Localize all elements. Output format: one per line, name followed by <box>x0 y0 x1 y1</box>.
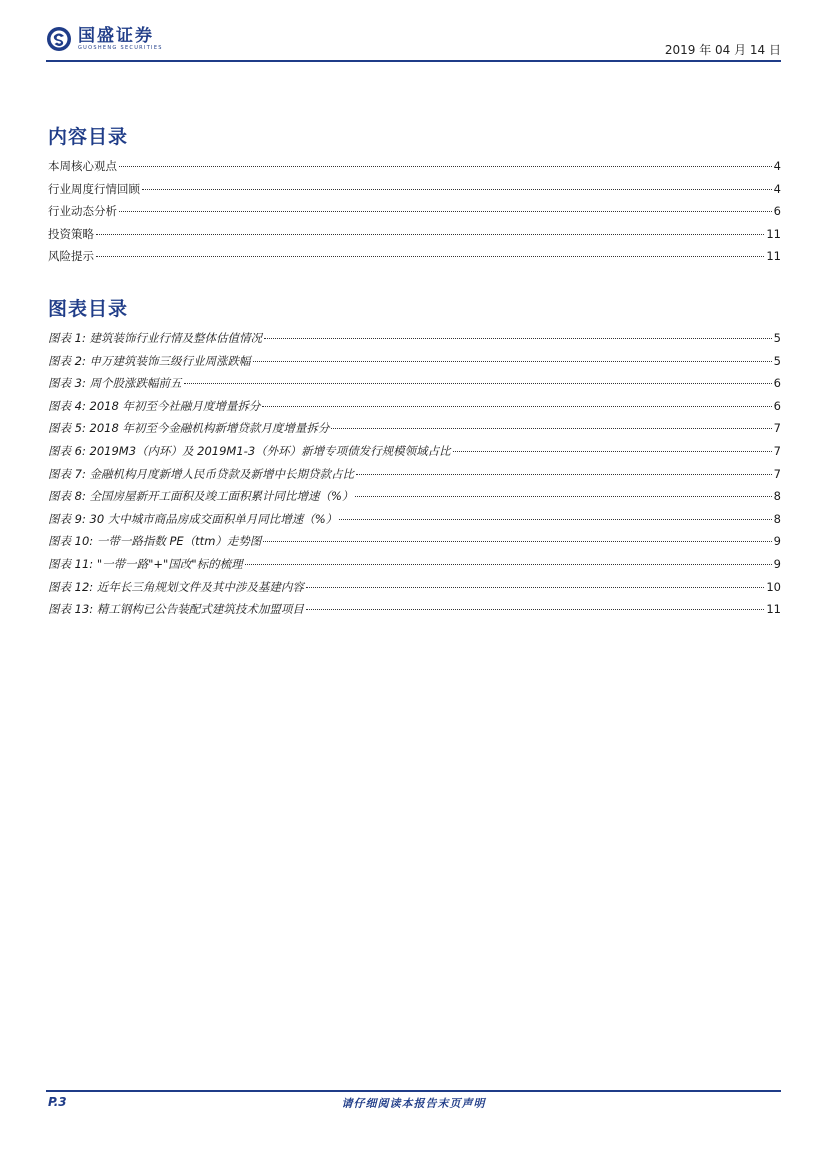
header-divider <box>46 60 781 62</box>
figure-item[interactable] <box>48 420 781 443</box>
contents-item-label: 风险提示 <box>48 249 94 264</box>
contents-item-label: 本周核心观点 <box>48 159 117 173</box>
figure-item-page: 6 <box>773 398 781 413</box>
figure-item-label: 图表 5: 2018 年初至今金融机构新增贷款月度增量拆分 <box>48 421 330 436</box>
dot-leader <box>245 564 772 565</box>
dot-leader <box>96 234 764 235</box>
dot-leader <box>306 587 765 588</box>
contents-item-label: 行业动态分析 <box>48 204 117 219</box>
dot-leader <box>339 519 771 520</box>
dot-leader <box>262 406 771 407</box>
figure-item[interactable] <box>48 398 781 421</box>
page-number: P.3 <box>48 1095 67 1109</box>
dot-leader <box>306 609 765 610</box>
figure-item-page: 7 <box>773 421 781 436</box>
figure-item[interactable] <box>48 353 781 376</box>
contents-list <box>48 158 781 271</box>
figure-item[interactable] <box>48 330 781 353</box>
contents-item[interactable] <box>48 248 781 271</box>
company-logo <box>46 26 163 52</box>
figure-item-page: 7 <box>773 443 781 458</box>
contents-item-label: 行业周度行情回顾 <box>48 181 140 196</box>
contents-item-page: 4 <box>773 159 781 173</box>
dot-leader <box>119 211 772 212</box>
figure-item-page: 7 <box>773 466 781 481</box>
figure-item[interactable] <box>48 533 781 556</box>
figure-item-page: 11 <box>766 602 781 617</box>
figures-list <box>48 330 781 624</box>
contents-item-page: 11 <box>766 249 781 264</box>
figure-item[interactable] <box>48 511 781 534</box>
dot-leader <box>355 496 771 497</box>
dot-leader <box>263 541 771 542</box>
figure-item[interactable] <box>48 466 781 489</box>
figure-item[interactable] <box>48 579 781 602</box>
figure-item[interactable] <box>48 556 781 579</box>
logo-english-name: GUOSHENG SECURITIES <box>78 44 163 51</box>
figure-item[interactable] <box>48 375 781 398</box>
footer-divider <box>46 1090 781 1092</box>
dot-leader <box>119 166 772 167</box>
figure-item-page: 9 <box>773 556 781 571</box>
figure-item-page: 10 <box>766 579 781 594</box>
dot-leader <box>356 474 772 475</box>
figure-item-label: 图表 13: 精工钢构已公告装配式建筑技术加盟项目 <box>48 602 304 617</box>
contents-item-page: 6 <box>773 204 781 219</box>
figure-item-label: 图表 4: 2018 年初至今社融月度增量拆分 <box>48 398 261 413</box>
figure-item-label: 图表 3: 周个股涨跌幅前五 <box>48 376 182 391</box>
contents-title: 内容目录 <box>48 126 129 148</box>
contents-item[interactable] <box>48 158 781 181</box>
dot-leader <box>264 338 772 339</box>
dot-leader <box>453 451 772 452</box>
figure-item-label: 图表 9: 30 大中城市商品房成交面积单月同比增速（%） <box>48 511 338 526</box>
dot-leader <box>96 256 764 257</box>
figure-item-page: 9 <box>773 534 781 549</box>
contents-item-label: 投资策略 <box>48 226 94 241</box>
figure-item-page: 6 <box>773 376 781 391</box>
figure-item[interactable] <box>48 601 781 624</box>
figures-title: 图表目录 <box>48 298 129 320</box>
dot-leader <box>253 361 772 362</box>
report-date: 2019 年 04 月 14 日 <box>664 43 781 57</box>
figure-item-label: 图表 2: 申万建筑装饰三级行业周涨跌幅 <box>48 353 251 368</box>
figure-item[interactable] <box>48 443 781 466</box>
figure-item-page: 5 <box>773 331 781 345</box>
logo-chinese-name: 国盛证券 <box>78 25 154 46</box>
figure-item-label: 图表 10: 一带一路指数 PE（ttm）走势图 <box>48 534 262 549</box>
figure-item-label: 图表 8: 全国房屋新开工面积及竣工面积累计同比增速（%） <box>48 489 354 504</box>
figure-item-label: 图表 7: 金融机构月度新增人民币贷款及新增中长期贷款占比 <box>48 466 354 481</box>
page-header <box>46 22 781 62</box>
figure-item[interactable] <box>48 488 781 511</box>
figure-item-label: 图表 12: 近年长三角规划文件及其中涉及基建内容 <box>48 579 304 594</box>
figure-item-label: 图表 11: "一带一路"+"国改"标的梳理 <box>48 556 243 571</box>
contents-item[interactable] <box>48 226 781 249</box>
contents-item[interactable] <box>48 203 781 226</box>
contents-item[interactable] <box>48 181 781 204</box>
dot-leader <box>331 428 771 429</box>
guosheng-logo-icon <box>46 26 72 52</box>
dot-leader <box>142 189 772 190</box>
dot-leader <box>184 383 772 384</box>
contents-item-page: 11 <box>766 226 781 241</box>
disclaimer-note: 请仔细阅读本报告末页声明 <box>341 1097 486 1110</box>
figure-item-page: 8 <box>773 489 781 504</box>
figure-item-page: 8 <box>773 511 781 526</box>
figure-item-label: 图表 1: 建筑装饰行业行情及整体估值情况 <box>48 331 263 345</box>
contents-item-page: 4 <box>773 181 781 196</box>
figure-item-page: 5 <box>773 353 781 368</box>
figure-item-label: 图表 6: 2019M3（内环）及 2019M1-3（外环）新增专项债发行规模领域占比 <box>48 443 451 458</box>
